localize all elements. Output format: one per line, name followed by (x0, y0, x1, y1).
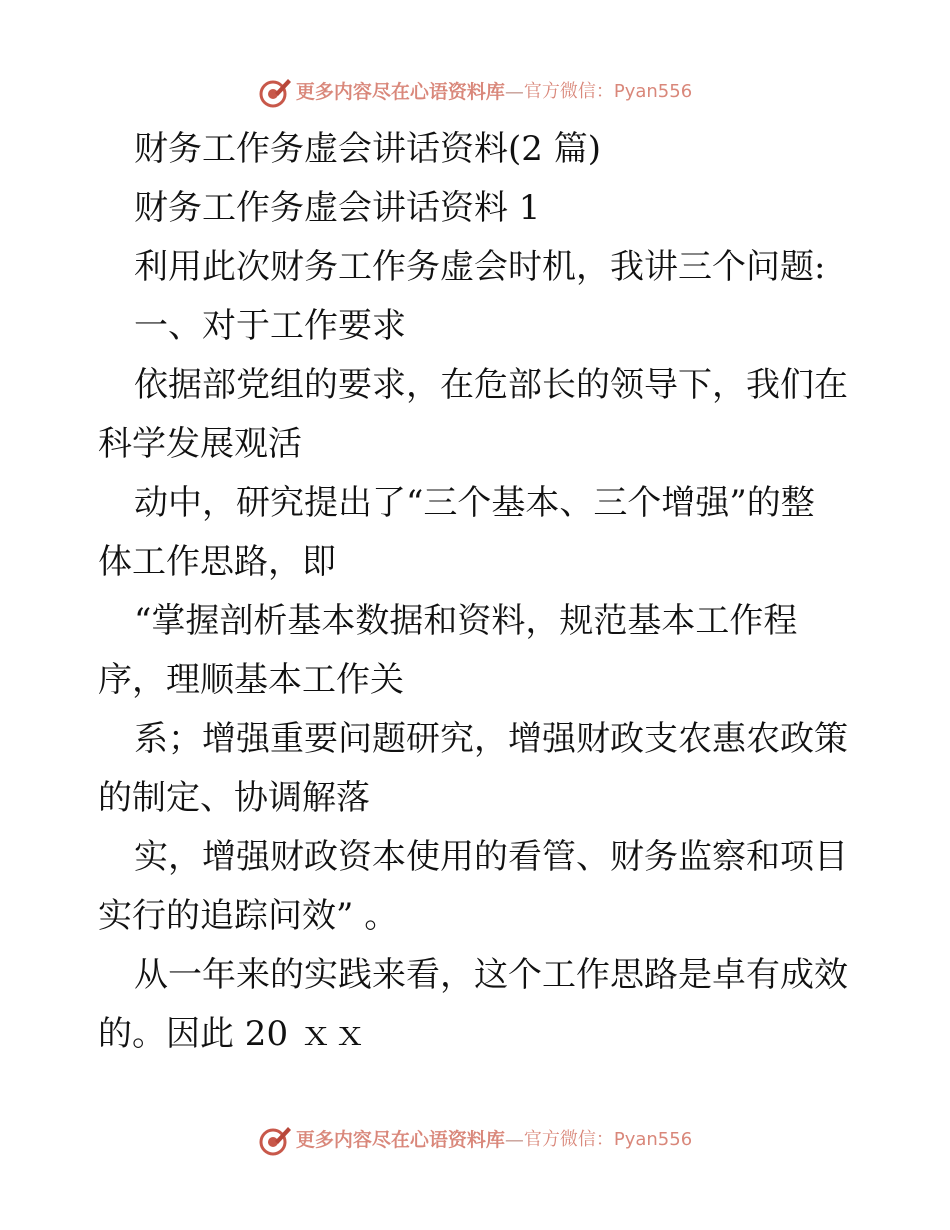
footer-watermark (0, 1120, 950, 1160)
subsection-heading: 一、对于工作要求 (134, 306, 406, 346)
paragraph-line: 从一年来的实践来看，这个工作思路是卓有成效 (134, 955, 848, 995)
section-heading: 财务工作务虚会讲话资料 1 (134, 188, 541, 228)
paragraph-line: 实，增强财政资本使用的看管、财务监察和项目 (134, 837, 848, 877)
paragraph-line: 的。因此 20 ｘｘ (98, 1014, 367, 1054)
watermark-wechat: 官方微信：Pyan556 (523, 81, 693, 102)
paragraph-line: 实行的追踪问效” 。 (98, 896, 399, 936)
pen-on-ring-icon (258, 75, 292, 109)
header-watermark (0, 72, 950, 112)
watermark-text: 更多内容尽在心语资料库 (295, 81, 505, 103)
document-body (98, 120, 858, 1064)
paragraph-line: 系；增强重要问题研究，增强财政支农惠农政策 (134, 719, 848, 759)
paragraph-line: 利用此次财务工作务虚会时机，我讲三个问题: (134, 247, 826, 287)
paragraph-line: 序，理顺基本工作关 (98, 660, 404, 700)
paragraph-line: 依据部党组的要求，在危部长的领导下，我们在 (134, 365, 848, 405)
paragraph-line: 动中，研究提出了“三个基本、三个增强”的整 (134, 483, 815, 523)
watermark-separator: — (504, 81, 524, 103)
paragraph-line: “掌握剖析基本数据和资料，规范基本工作程 (134, 601, 798, 641)
paragraph-line: 科学发展观活 (98, 424, 302, 464)
watermark-wechat: 官方微信：Pyan556 (523, 1129, 693, 1150)
watermark-text: 更多内容尽在心语资料库 (295, 1129, 505, 1151)
document-title: 财务工作务虚会讲话资料(2 篇) (134, 129, 601, 169)
watermark-separator: — (504, 1129, 524, 1151)
pen-on-ring-icon (258, 1123, 292, 1157)
paragraph-line: 体工作思路，即 (98, 542, 336, 582)
paragraph-line: 的制定、协调解落 (98, 778, 370, 818)
